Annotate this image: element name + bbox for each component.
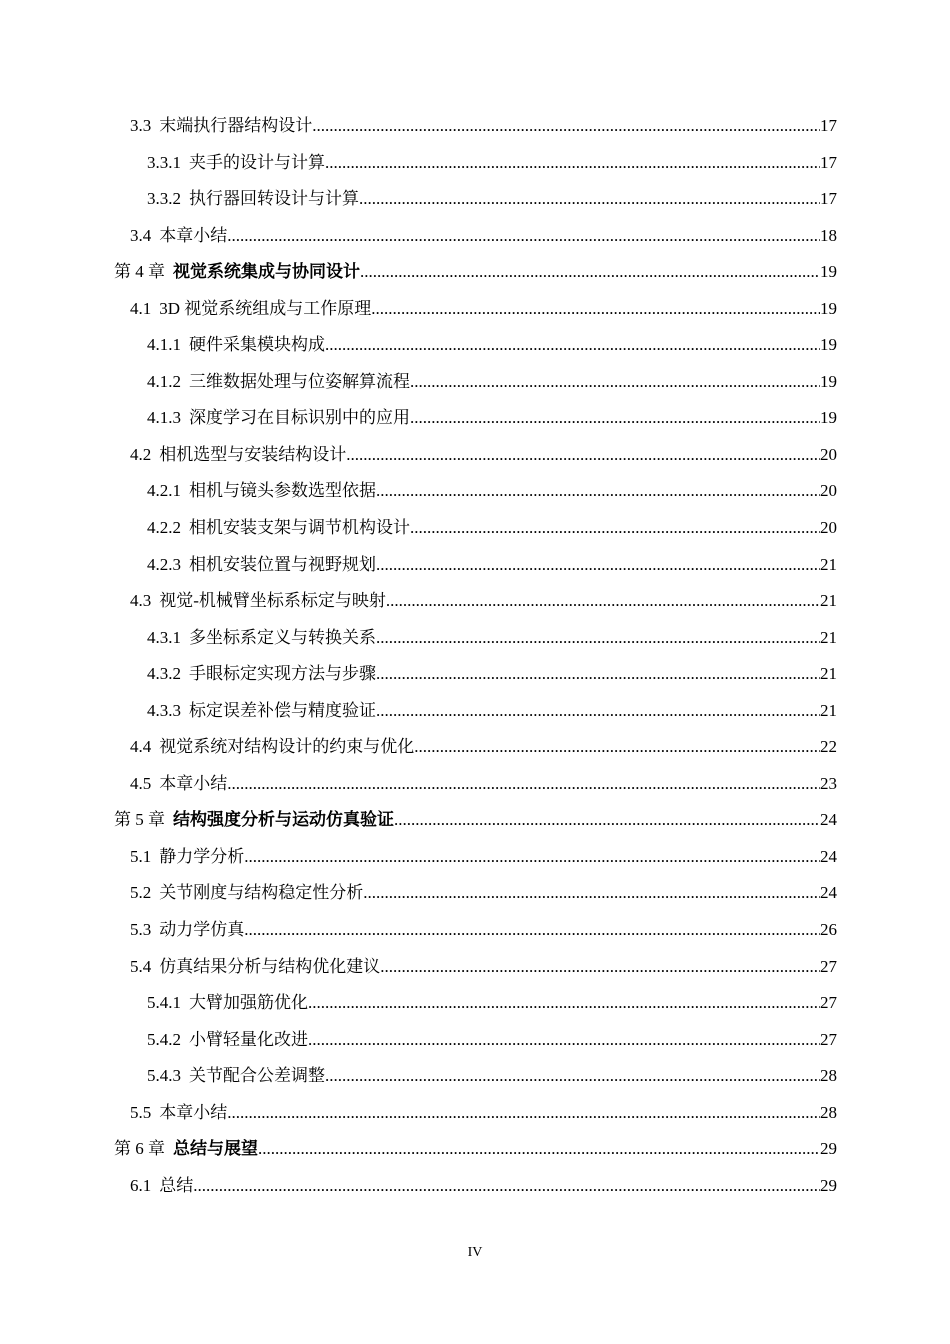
toc-entry-title: 总结 [159,1175,194,1195]
toc-section-entry[interactable] [0,510,950,547]
toc-dot-leader [325,1058,820,1095]
toc-entry-number: 3.3.2 [147,189,181,209]
toc-entry-line [130,218,837,255]
toc-section-entry[interactable] [0,620,950,657]
toc-section-entry[interactable] [0,327,950,364]
toc-entry-page: 20 [820,481,837,501]
toc-section-entry[interactable] [0,218,950,255]
toc-entry-line [147,327,837,364]
toc-entry-number: 4.1 [130,298,152,318]
toc-section-entry[interactable] [0,839,950,876]
toc-entry-line [114,1131,837,1168]
toc-entry-line [114,802,837,839]
toc-entry-line [130,839,837,876]
toc-section-entry[interactable] [0,1168,950,1205]
toc-entry-line [147,985,837,1022]
toc-entry-page: 21 [820,554,837,574]
toc-dot-leader [308,985,820,1022]
toc-entry-page: 23 [820,773,837,793]
toc-entry-title: 大臂加强筋优化 [189,993,308,1013]
toc-entry-line [147,620,837,657]
toc-entry-number: 5.2 [130,883,152,903]
toc-entry-line [147,510,837,547]
toc-entry-title: 3D 视觉系统组成与工作原理 [159,298,372,318]
toc-dot-leader [376,693,820,730]
toc-entry-number: 4.2.1 [147,481,181,501]
toc-entry-title: 夹手的设计与计算 [189,152,325,172]
toc-section-entry[interactable] [0,473,950,510]
toc-entry-number: 第 5 章 [114,810,165,830]
toc-dot-leader [410,364,820,401]
toc-dot-leader [312,108,820,145]
toc-entry-line [147,400,837,437]
toc-chapter-entry[interactable] [0,802,950,839]
toc-section-entry[interactable] [0,364,950,401]
toc-section-entry[interactable] [0,875,950,912]
toc-entry-line [147,364,837,401]
toc-entry-line [130,729,837,766]
toc-entry-page: 27 [820,956,837,976]
toc-dot-leader [244,912,820,949]
toc-dot-leader [227,1095,820,1132]
toc-entry-line [147,656,837,693]
toc-dot-leader [325,327,820,364]
toc-entry-line [147,693,837,730]
toc-entry-title: 标定误差补偿与精度验证 [189,700,376,720]
toc-entry-line [147,181,837,218]
toc-entry-title: 视觉-机械臂坐标系标定与映射 [159,591,386,611]
toc-dot-leader [193,1168,820,1205]
toc-section-entry[interactable] [0,1058,950,1095]
toc-entry-number: 4.2.2 [147,518,181,538]
toc-section-entry[interactable] [0,912,950,949]
toc-entry-line [130,583,837,620]
toc-entry-page: 19 [820,335,837,355]
toc-entry-line [147,145,837,182]
toc-entry-page: 20 [820,518,837,538]
toc-dot-leader [258,1131,820,1168]
toc-entry-line [130,108,837,145]
toc-section-entry[interactable] [0,985,950,1022]
toc-dot-leader [363,875,820,912]
toc-entry-page: 21 [820,591,837,611]
toc-section-entry[interactable] [0,437,950,474]
toc-entry-page: 24 [820,810,837,830]
toc-dot-leader [325,145,820,182]
toc-dot-leader [359,181,820,218]
toc-entry-number: 5.1 [130,846,152,866]
toc-entry-page: 18 [820,225,837,245]
toc-section-entry[interactable] [0,1095,950,1132]
toc-entry-title: 仿真结果分析与结构优化建议 [159,956,381,976]
toc-entry-title: 相机安装位置与视野规划 [189,554,376,574]
toc-entry-line [130,291,837,328]
toc-entry-number: 5.4.3 [147,1066,181,1086]
toc-section-entry[interactable] [0,766,950,803]
toc-entry-title: 执行器回转设计与计算 [189,189,359,209]
toc-entry-title: 手眼标定实现方法与步骤 [189,664,376,684]
toc-entry-line [130,912,837,949]
toc-entry-page: 27 [820,1029,837,1049]
toc-dot-leader [386,583,820,620]
toc-entry-page: 19 [820,371,837,391]
toc-entry-title: 三维数据处理与位姿解算流程 [189,371,410,391]
toc-dot-leader [371,291,820,328]
toc-dot-leader [360,254,820,291]
toc-entry-title: 硬件采集模块构成 [189,335,325,355]
toc-dot-leader [308,1022,820,1059]
toc-entry-number: 4.2.3 [147,554,181,574]
toc-entry-title: 深度学习在目标识别中的应用 [189,408,410,428]
toc-entry-title: 动力学仿真 [159,920,245,940]
toc-section-entry[interactable] [0,400,950,437]
toc-section-entry[interactable] [0,583,950,620]
toc-entry-title: 关节刚度与结构稳定性分析 [159,883,364,903]
toc-entry-title: 相机安装支架与调节机构设计 [189,518,410,538]
toc-section-entry[interactable] [0,949,950,986]
toc-entry-line [130,949,837,986]
toc-entry-number: 3.4 [130,225,152,245]
toc-entry-page: 29 [820,1139,837,1159]
toc-entry-line [130,1168,837,1205]
toc-entry-line [130,437,837,474]
toc-entry-line [130,1095,837,1132]
toc-entry-page: 29 [820,1175,837,1195]
toc-entry-title: 关节配合公差调整 [189,1066,325,1086]
toc-section-entry[interactable] [0,108,950,145]
toc-dot-leader [376,620,820,657]
toc-entry-page: 17 [820,189,837,209]
toc-entry-number: 4.4 [130,737,152,757]
toc-dot-leader [414,729,820,766]
toc-entry-page: 28 [820,1102,837,1122]
toc-dot-leader [227,766,820,803]
page-number-footer: IV [467,1245,483,1260]
toc-entry-page: 19 [820,262,837,282]
toc-dot-leader [376,547,820,584]
toc-entry-number: 5.3 [130,920,152,940]
toc-entry-number: 5.5 [130,1102,152,1122]
toc-entry-title: 相机选型与安装结构设计 [159,444,347,464]
toc-dot-leader [410,510,820,547]
toc-entry-number: 4.1.1 [147,335,181,355]
toc-entry-title: 末端执行器结构设计 [159,116,313,135]
toc-section-entry[interactable] [0,145,950,182]
toc-entry-page: 21 [820,700,837,720]
toc-entry-page: 21 [820,627,837,647]
toc-dot-leader [376,656,820,693]
toc-entry-title: 本章小结 [159,1102,228,1122]
toc-entry-number: 第 4 章 [114,262,165,282]
toc-dot-leader [376,473,820,510]
toc-section-entry[interactable] [0,1022,950,1059]
toc-entry-title: 视觉系统集成与协同设计 [173,262,360,282]
toc-entry-number: 6.1 [130,1175,152,1195]
toc-entry-number: 4.1.2 [147,371,181,391]
toc-entry-page: 21 [820,664,837,684]
toc-dot-leader [394,802,820,839]
toc-dot-leader [227,218,820,255]
toc-entry-line [147,473,837,510]
toc-entry-number: 5.4.2 [147,1029,181,1049]
toc-section-entry[interactable] [0,547,950,584]
toc-entry-line [147,1058,837,1095]
toc-entry-number: 4.3 [130,591,152,611]
toc-entry-number: 4.3.3 [147,700,181,720]
toc-entry-page: 17 [820,152,837,172]
toc-section-entry[interactable] [0,729,950,766]
toc-entry-number: 4.5 [130,773,152,793]
toc-entry-number: 5.4.1 [147,993,181,1013]
toc-entry-page: 24 [820,846,837,866]
toc-entry-number: 第 6 章 [114,1139,165,1159]
toc-entry-page: 28 [820,1066,837,1086]
toc-entry-title: 本章小结 [159,773,228,793]
toc-entry-page: 26 [820,920,837,940]
toc-entry-line [130,766,837,803]
toc-entry-number: 3.3.1 [147,152,181,172]
toc-entry-title: 视觉系统对结构设计的约束与优化 [159,737,415,757]
toc-entry-number: 3.3 [130,116,152,135]
toc-dot-leader [346,437,820,474]
toc-entry-page: 22 [820,737,837,757]
toc-entry-title: 静力学分析 [159,846,245,866]
toc-entry-line [114,254,837,291]
toc-dot-leader [380,949,820,986]
toc-entry-number: 4.3.1 [147,627,181,647]
table-of-contents [0,108,950,1204]
toc-entry-page: 24 [820,883,837,903]
toc-entry-title: 多坐标系定义与转换关系 [189,627,376,647]
toc-dot-leader [244,839,820,876]
toc-entry-number: 4.1.3 [147,408,181,428]
toc-dot-leader [410,400,820,437]
toc-entry-page: 17 [820,116,837,135]
toc-entry-page: 19 [820,298,837,318]
toc-entry-line [130,875,837,912]
toc-entry-title: 结构强度分析与运动仿真验证 [173,810,394,830]
toc-section-entry[interactable] [0,693,950,730]
toc-entry-page: 19 [820,408,837,428]
toc-entry-number: 5.4 [130,956,152,976]
toc-section-entry[interactable] [0,656,950,693]
toc-section-entry[interactable] [0,181,950,218]
toc-chapter-entry[interactable] [0,254,950,291]
toc-section-entry[interactable] [0,291,950,328]
toc-entry-page: 27 [820,993,837,1013]
toc-chapter-entry[interactable] [0,1131,950,1168]
toc-entry-number: 4.3.2 [147,664,181,684]
toc-entry-title: 相机与镜头参数选型依据 [189,481,376,501]
toc-entry-title: 总结与展望 [173,1139,258,1159]
toc-entry-title: 本章小结 [159,225,228,245]
toc-entry-page: 20 [820,444,837,464]
toc-entry-line [147,1022,837,1059]
toc-entry-title: 小臂轻量化改进 [189,1029,308,1049]
toc-entry-line [147,547,837,584]
toc-entry-number: 4.2 [130,444,152,464]
